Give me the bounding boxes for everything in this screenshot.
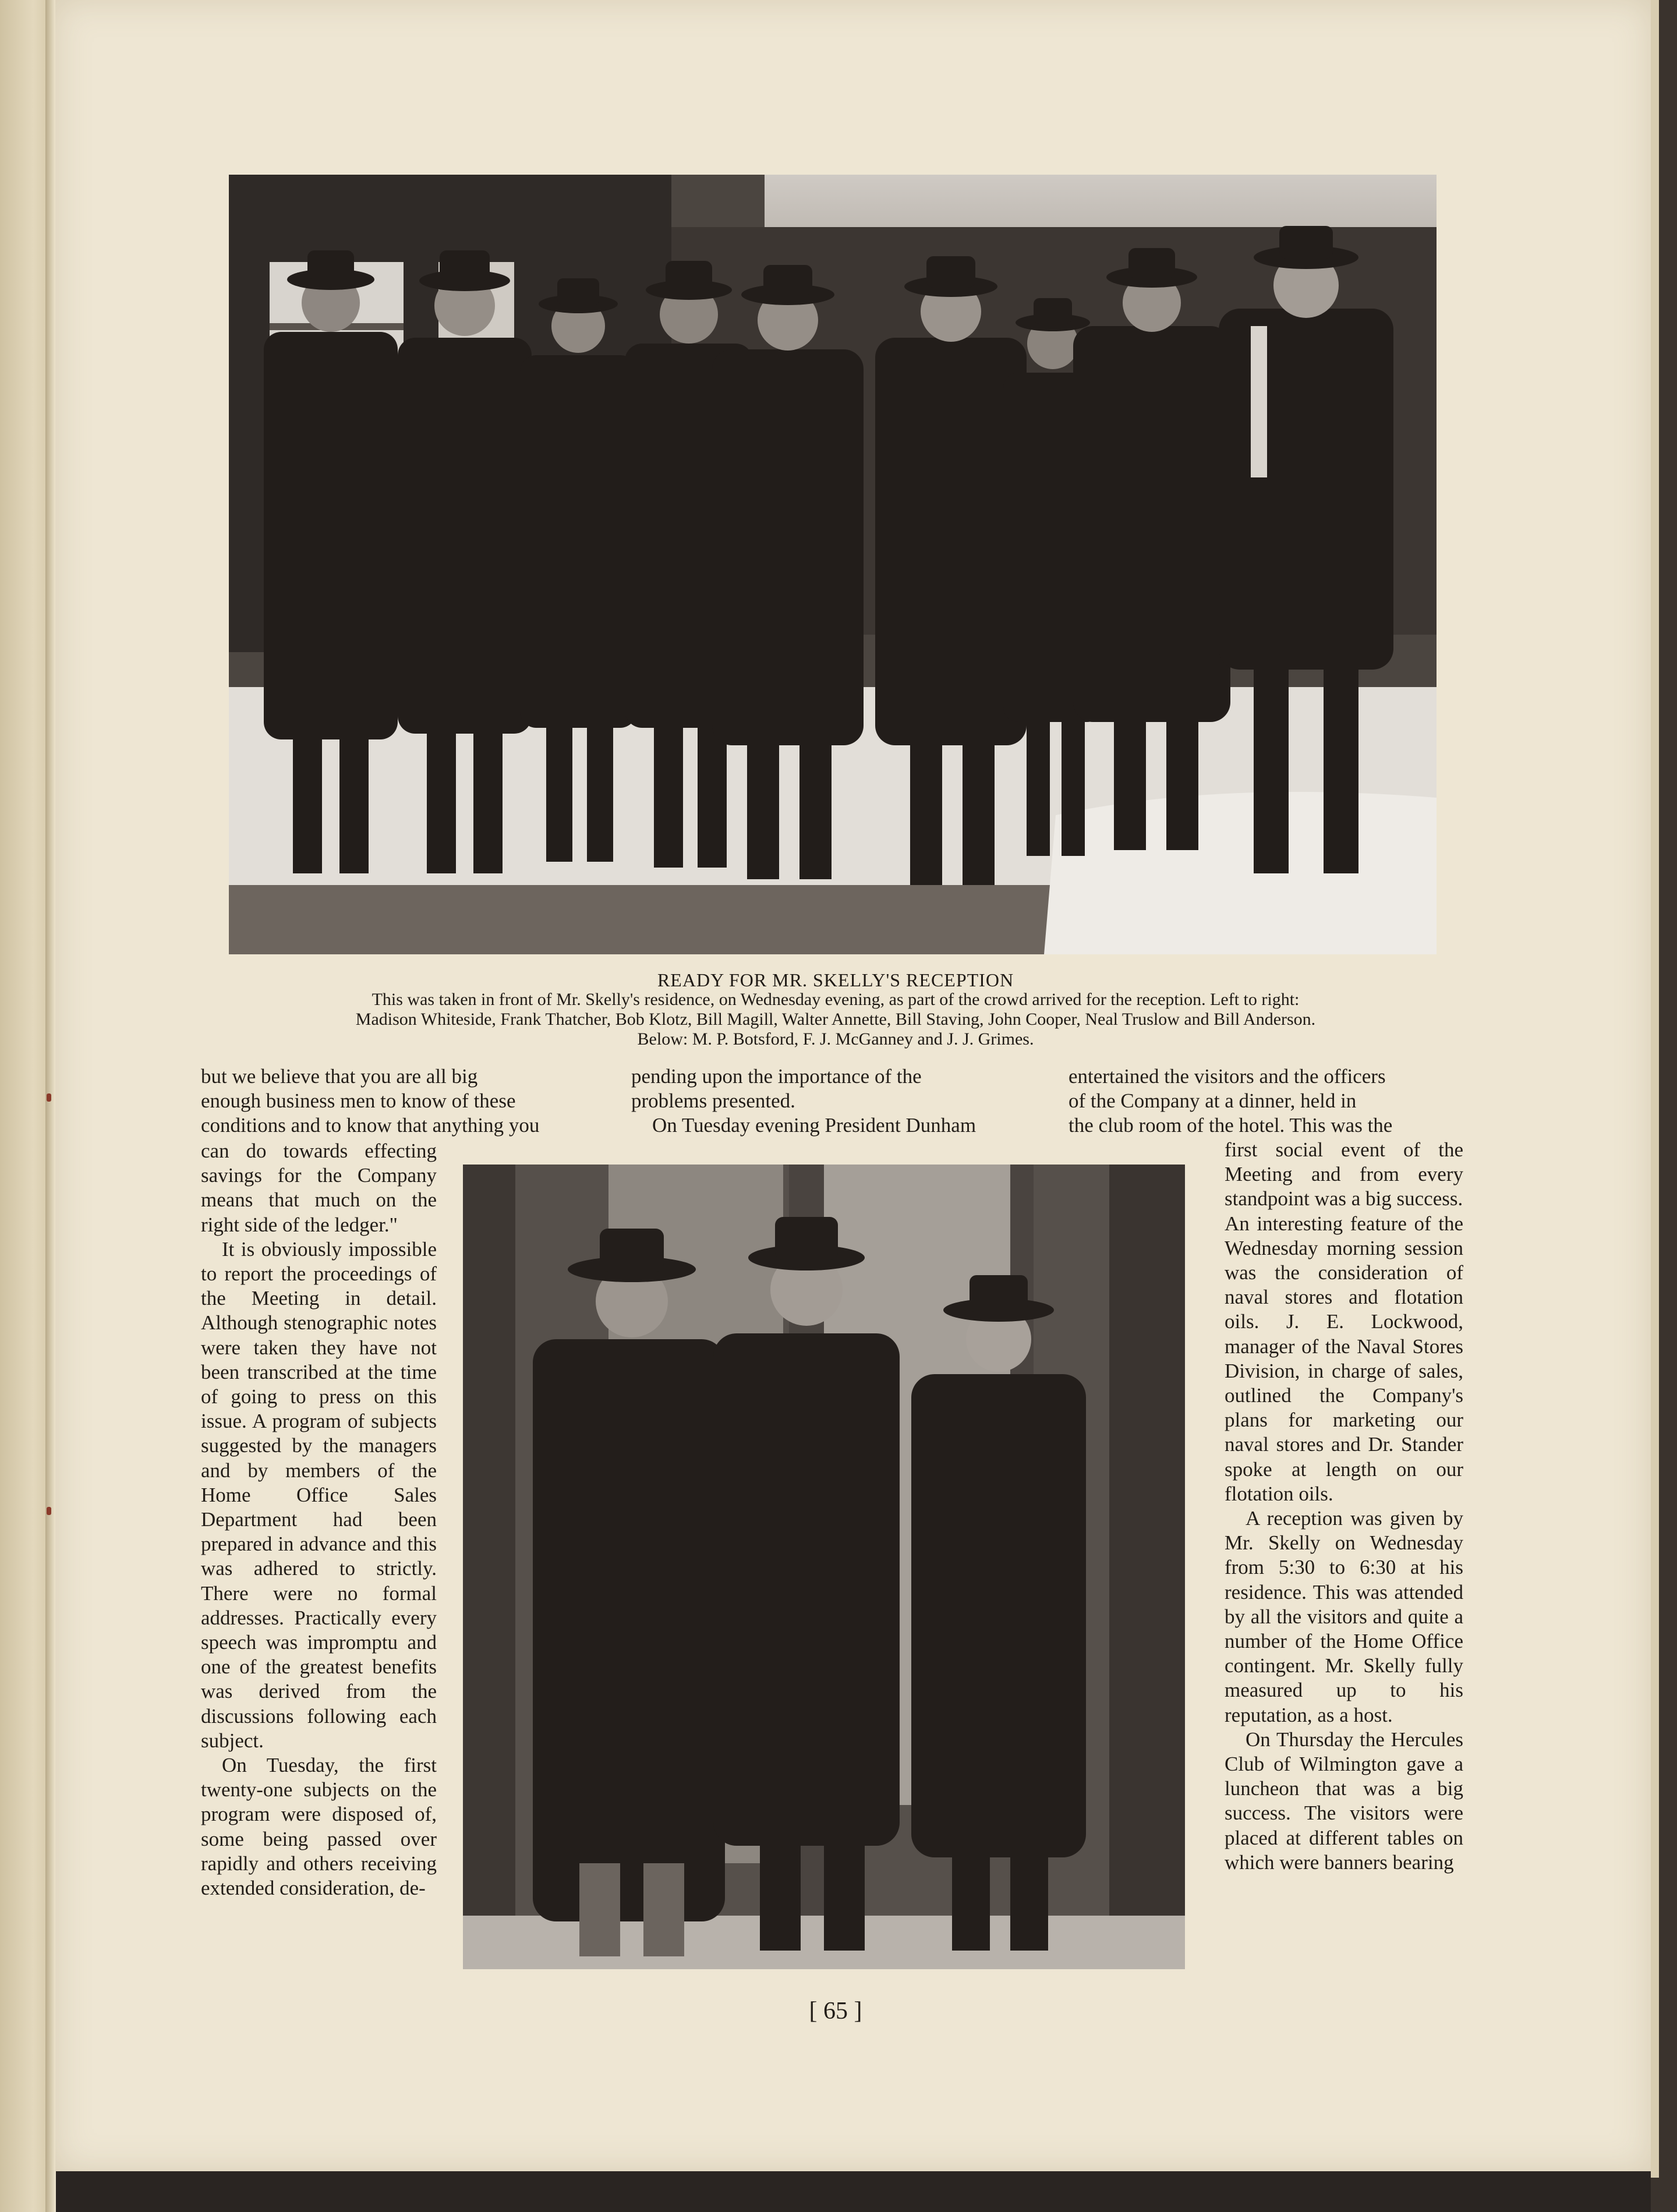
staple-mark xyxy=(47,1093,51,1102)
paragraph: can do towards effecting savings for the Company means that much on the right side of the ledger." xyxy=(201,1139,437,1236)
group-photo-illustration xyxy=(229,175,1437,954)
trio-photo-doorway xyxy=(463,1165,1185,1969)
left-column-top xyxy=(201,1064,591,1138)
text-line: of the Company at a dinner, held in xyxy=(1069,1089,1357,1113)
trio-photo-illustration xyxy=(463,1165,1185,1969)
right-column-top xyxy=(1069,1064,1464,1138)
paragraph: On Thursday the Hercules Club of Wilmington gave a luncheon that was a big success. The visitors were placed at different tables on which were banners bearing xyxy=(1225,1728,1463,1874)
paragraph: On Tuesday, the first twenty-one subjects on the program were disposed of, some being passed over rapidly and others receiving extended consideration, de- xyxy=(201,1754,437,1900)
caption-line: Below: M. P. Botsford, F. J. McGanney and J. J. Grimes. xyxy=(637,1029,1034,1049)
text-line: enough business men to know of these xyxy=(201,1089,516,1113)
page-fold xyxy=(45,0,56,2212)
caption-line: Madison Whiteside, Frank Thatcher, Bob Klotz, Bill Magill, Walter Annette, Bill Staving, John Cooper, Neal Truslow and Bill Anderson. xyxy=(355,1010,1316,1029)
text-line: but we believe that you are all big xyxy=(201,1065,478,1088)
caption-line: This was taken in front of Mr. Skelly's residence, on Wednesday evening, as part of the crowd arrived for the reception. Left to right: xyxy=(372,990,1300,1009)
text-line: On Tuesday evening President Dunham xyxy=(652,1114,977,1137)
text-line: problems presented. xyxy=(631,1089,795,1113)
left-column-body xyxy=(201,1139,437,1900)
photo-caption xyxy=(221,970,1450,1049)
paragraph: It is obviously impossible to report the proceedings of the Meeting in detail. Although stenographic notes were taken they have not been transcribed at the time of going to press on this issue. A program of subjects suggested by the managers and by members of the Home Office Sales Department had been prepared in advance and this was adhered to strictly. There were no formal addresses. Practically every speech was impromptu and one of the greatest benefits was derived from the discussions following each subject. xyxy=(201,1237,437,1752)
middle-column xyxy=(631,1064,1033,1138)
paragraph: first social event of the Meeting and from every standpoint was a big success. xyxy=(1225,1138,1463,1211)
staple-mark xyxy=(47,1507,51,1515)
paragraph: An interesting feature of the Wednesday morning session was the consideration of naval stores and flotation oils. J. E. Lockwood, manager of the Naval Stores Division, in charge of sales, outlined the Company's plans for marketing our naval stores and Dr. Stander spoke at length on our flotation oils. xyxy=(1225,1212,1463,1505)
text-line: the club room of the hotel. This was the xyxy=(1069,1114,1393,1137)
page-edge xyxy=(1651,0,1677,2212)
text-line: conditions and to know that anything you xyxy=(201,1114,540,1137)
group-photo-reception xyxy=(229,175,1437,954)
text-line: entertained the visitors and the officers xyxy=(1069,1065,1386,1088)
caption-title: READY FOR MR. SKELLY'S RECEPTION xyxy=(657,969,1014,990)
text-line: pending upon the importance of the xyxy=(631,1065,922,1088)
right-column-body xyxy=(1225,1138,1463,1875)
page-number: [ 65 ] xyxy=(809,1998,862,2025)
paragraph: A reception was given by Mr. Skelly on Wednesday from 5:30 to 6:30 at his residence. This was attended by all the visitors and quite a number of the Home Office contingent. Mr. Skelly fully measured up to his reputation, as a host. xyxy=(1225,1507,1463,1726)
